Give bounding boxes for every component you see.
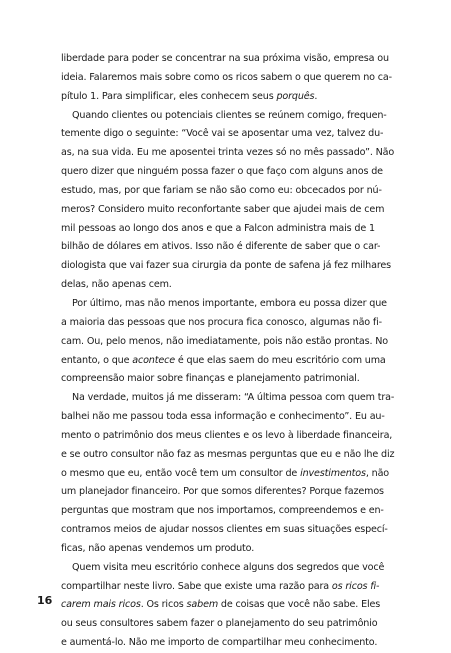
text-line: temente digo o seguinte: “Você vai se aposentar uma vez, talvez du- xyxy=(61,128,384,140)
text-line: a maioria das pessoas que nos procura fica conosco, algumas não fi- xyxy=(61,316,382,328)
text-line: as, na sua vida. Eu me aposentei trinta vezes só no mês passado”. Não xyxy=(61,147,395,159)
text-line: carem mais ricos. Os ricos sabem de coisas que você não sabe. Eles xyxy=(61,599,381,611)
text-line: ou seus consultores sabem fazer o planejamento do seu patrimônio xyxy=(61,618,378,630)
text-line: Por último, mas não menos importante, embora eu possa dizer que xyxy=(72,297,387,309)
text-line: diologista que vai fazer sua cirurgia da ponte de safena já fez milhares xyxy=(61,260,392,272)
text-line: o mesmo que eu, então você tem um consultor de investimentos, não xyxy=(61,467,390,479)
text-line: Na verdade, muitos já me disseram: “A última pessoa com quem tra- xyxy=(72,392,395,404)
italic-text: porquês xyxy=(276,90,315,102)
text-line: ficas, não apenas vendemos um produto. xyxy=(61,542,255,554)
text-line: compartilhar neste livro. Sabe que existe uma razão para os ricos fi- xyxy=(61,580,380,592)
text-line: ideia. Falaremos mais sobre como os ricos sabem o que querem no ca- xyxy=(61,71,392,83)
text-line: perguntas que mostram que nos importamos, compreendemos e en- xyxy=(61,505,384,517)
page-number: 16 xyxy=(37,594,53,607)
text-line: e se outro consultor não faz as mesmas perguntas que eu e não lhe diz xyxy=(61,448,395,460)
text-line: compreensão maior sobre finanças e planejamento patrimonial. xyxy=(61,373,360,385)
body-text xyxy=(61,50,395,653)
text-line: cam. Ou, pelo menos, não imediatamente, pois não estão prontas. No xyxy=(61,335,389,347)
text-line: mento o patrimônio dos meus clientes e os levo à liberdade financeira, xyxy=(61,429,393,441)
text-line: bilhão de dólares em ativos. Isso não é diferente de saber que o car- xyxy=(61,241,381,253)
italic-text: sabem xyxy=(186,599,219,611)
text-line: entanto, o que acontece é que elas saem do meu escritório com uma xyxy=(61,354,386,366)
text-line: Quem visita meu escritório conhece alguns dos segredos que você xyxy=(72,561,385,573)
text-line: mil pessoas ao longo dos anos e que a Falcon administra mais de 1 xyxy=(61,222,375,234)
text-line: quero dizer que ninguém possa fazer o que faço com alguns anos de xyxy=(61,166,383,178)
italic-text: investimentos xyxy=(300,467,366,479)
text-line: delas, não apenas cem. xyxy=(61,279,172,291)
text-line: meros? Considero muito reconfortante saber que ajudei mais de cem xyxy=(61,203,385,215)
italic-text: acontece xyxy=(132,354,175,366)
text-line: pítulo 1. Para simplificar, eles conhecem seus porquês. xyxy=(61,90,318,102)
italic-text: os ricos fi- xyxy=(331,580,380,592)
italic-text: carem mais ricos xyxy=(61,599,141,611)
text-line: liberdade para poder se concentrar na sua próxima visão, empresa ou xyxy=(61,53,389,64)
text-line: balhei não me passou toda essa informação e conhecimento”. Eu au- xyxy=(61,411,385,423)
text-line: e aumentá-lo. Não me importo de compartilhar meu conhecimento. xyxy=(61,637,378,649)
text-line: estudo, mas, por que fariam se não são como eu: obcecados por nú- xyxy=(61,184,382,196)
text-line: Quando clientes ou potenciais clientes se reúnem comigo, frequen- xyxy=(72,109,387,121)
text-line: um planejador financeiro. Por que somos diferentes? Porque fazemos xyxy=(61,486,384,498)
text-line: contramos meios de ajudar nossos clientes em suas situações especí- xyxy=(61,524,388,536)
